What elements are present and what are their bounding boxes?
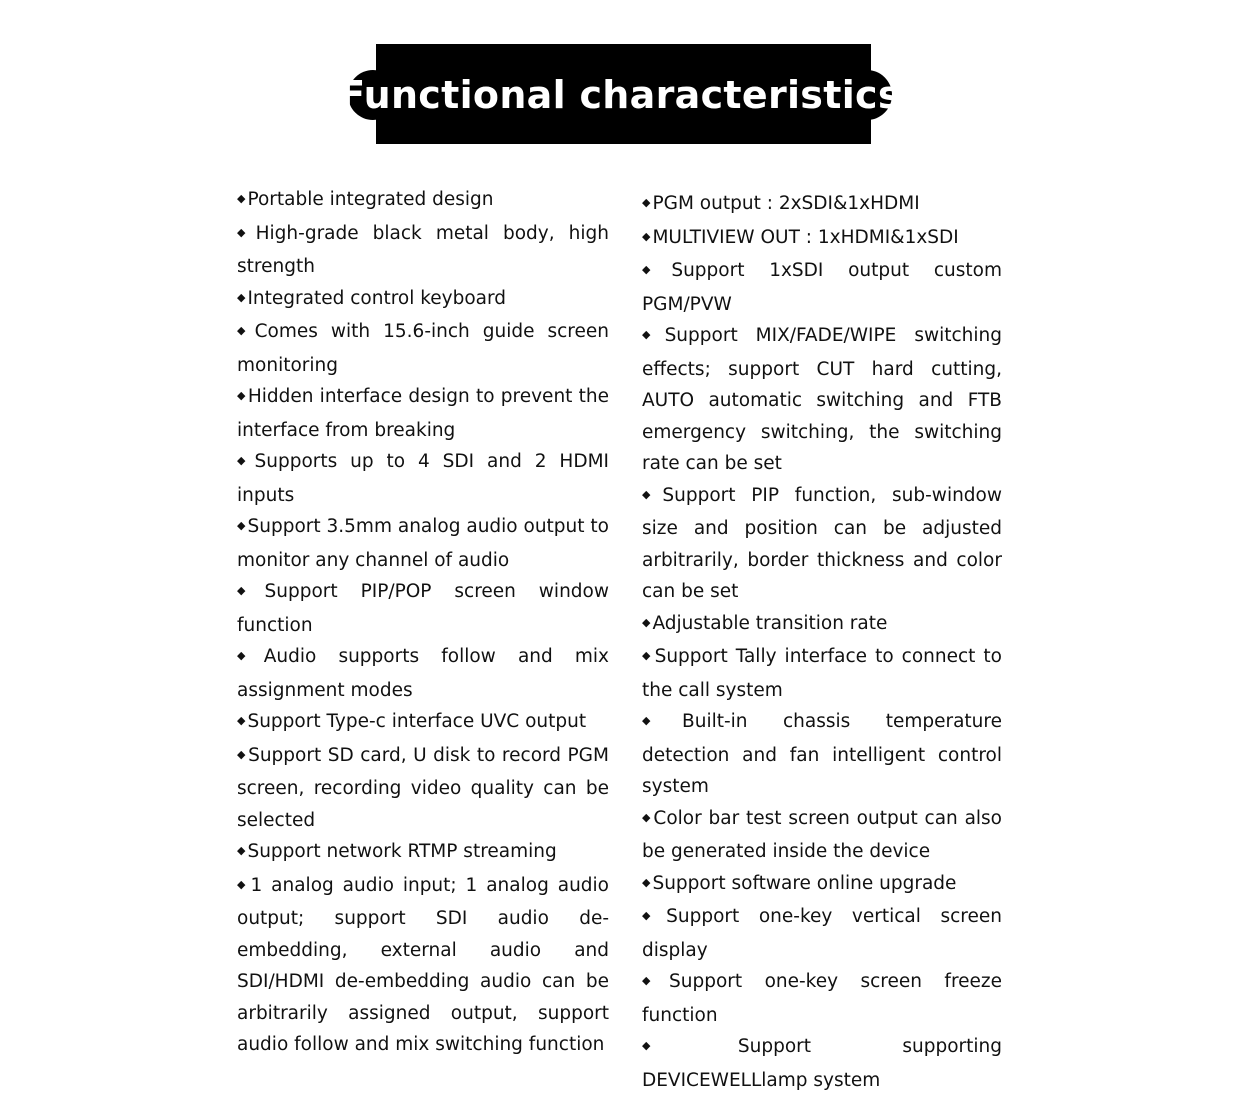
feature-item: ◆ Color bar test screen output can also be generated inside the device (642, 807, 1002, 862)
diamond-bullet-icon: ◆ (642, 263, 670, 276)
feature-item: ◆ Support PIP function, sub-window size and position can be adjusted arbitrarily, border thickness and color can be set (642, 484, 1002, 602)
feature-item: ◆ Adjustable transition rate (642, 612, 888, 634)
diamond-bullet-icon: ◆ (237, 454, 253, 467)
feature-item: ◆ Support PIP/POP screen window function (237, 581, 609, 636)
feature-item: ◆ Support network RTMP streaming (237, 841, 557, 862)
feature-item: ◆ Built-in chassis temperature detection and fan intelligent control system (642, 711, 1002, 797)
diamond-bullet-icon: ◆ (237, 649, 262, 662)
feature-item: ◆ PGM output : 2xSDI&1xHDMI (642, 193, 920, 214)
diamond-bullet-icon: ◆ (237, 225, 254, 239)
right-feature-list (642, 188, 1002, 1096)
diamond-bullet-icon: ◆ (642, 487, 661, 501)
feature-item: ◆ Portable integrated design (237, 189, 494, 210)
feature-item: ◆ Support SD card, U disk to record PGM screen, recording video quality can be selected (237, 744, 609, 831)
feature-item: ◆ Comes with 15.6-inch guide screen monitoring (237, 321, 609, 376)
diamond-bullet-icon: ◆ (237, 324, 253, 337)
feature-item: ◆ Supports up to 4 SDI and 2 HDMI inputs (237, 451, 609, 506)
diamond-bullet-icon: ◆ (237, 584, 263, 597)
feature-item: ◆ Support supporting DEVICEWELLlamp system (642, 1036, 1002, 1091)
feature-item: ◆ Integrated control keyboard (237, 287, 507, 309)
diamond-bullet-icon: ◆ (237, 877, 249, 891)
diamond-bullet-icon: ◆ (237, 714, 246, 727)
feature-item: ◆ Support one-key vertical screen display (642, 906, 1002, 961)
feature-item: ◆ Hidden interface design to prevent the interface from breaking (237, 386, 609, 441)
diamond-bullet-icon: ◆ (642, 328, 663, 341)
feature-item: ◆ Support Tally interface to connect to the call system (642, 646, 1002, 701)
feature-item: ◆ Support software online upgrade (642, 872, 957, 894)
feature-item: ◆ MULTIVIEW OUT : 1xHDMI&1xSDI (642, 226, 959, 248)
diamond-bullet-icon: ◆ (642, 1039, 736, 1052)
left-feature-list (237, 184, 609, 1061)
feature-item: ◆ Support 3.5mm analog audio output to monitor any channel of audio (237, 516, 609, 571)
page-title: Functional characteristics (339, 73, 901, 117)
feature-item: ◆ 1 analog audio input; 1 analog audio output; support SDI audio de-embedding, external audio and SDI/HDMI de-embedding audio can be arbitrarily assigned output, support audio follow and mix switching function (237, 874, 609, 1055)
diamond-bullet-icon: ◆ (237, 519, 246, 532)
diamond-bullet-icon: ◆ (642, 649, 653, 662)
feature-item: ◆ Support one-key screen freeze function (642, 971, 1002, 1026)
feature-item: ◆ Support MIX/FADE/WIPE switching effects; support CUT hard cutting, AUTO automatic switching and FTB emergency switching, the switching rate can be set (642, 325, 1002, 474)
diamond-bullet-icon: ◆ (237, 192, 246, 205)
diamond-bullet-icon: ◆ (237, 844, 246, 857)
diamond-bullet-icon: ◆ (642, 974, 668, 987)
diamond-bullet-icon: ◆ (642, 196, 651, 209)
diamond-bullet-icon: ◆ (642, 810, 652, 824)
diamond-bullet-icon: ◆ (237, 290, 246, 304)
diamond-bullet-icon: ◆ (642, 909, 665, 922)
feature-item: ◆ High-grade black metal body, high strength (237, 222, 609, 277)
feature-item: ◆ Support 1xSDI output custom PGM/PVW (642, 260, 1002, 315)
diamond-bullet-icon: ◆ (642, 875, 651, 889)
diamond-bullet-icon: ◆ (642, 714, 681, 727)
feature-item: ◆ Audio supports follow and mix assignment modes (237, 646, 609, 701)
diamond-bullet-icon: ◆ (642, 615, 651, 629)
feature-item: ◆ Support Type-c interface UVC output (237, 711, 587, 732)
diamond-bullet-icon: ◆ (237, 747, 247, 761)
diamond-bullet-icon: ◆ (237, 389, 246, 402)
diamond-bullet-icon: ◆ (642, 229, 651, 243)
